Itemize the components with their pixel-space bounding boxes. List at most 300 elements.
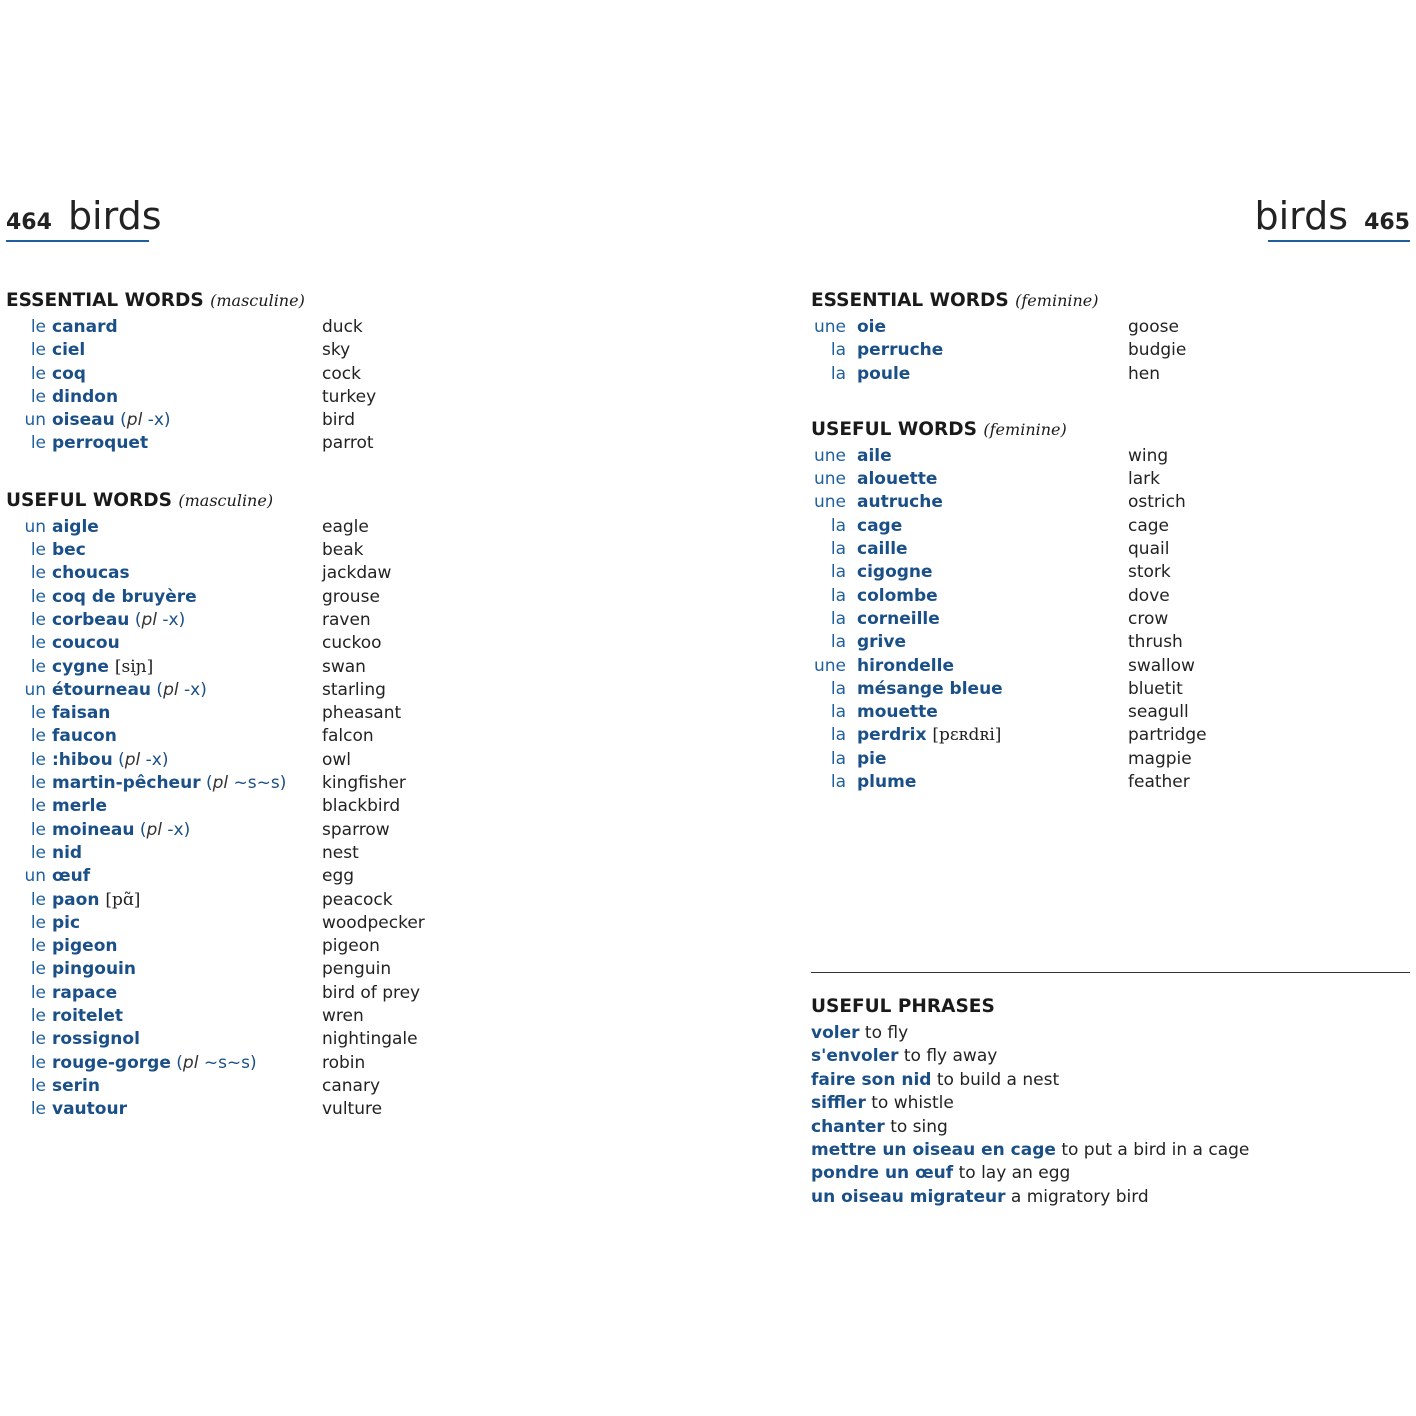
french-term: mouette: [857, 702, 938, 723]
section-title-useful-masculine: USEFUL WORDS (masculine): [6, 489, 274, 511]
english-translation: kingfisher: [322, 773, 406, 794]
phrase-row: [811, 1186, 1411, 1209]
vocab-row: [811, 631, 1411, 654]
french-word: [52, 539, 86, 562]
french-term: faucon: [52, 726, 117, 747]
english-translation: peacock: [322, 889, 393, 910]
english-translation: vulture: [322, 1099, 383, 1120]
english-translation: crow: [1128, 608, 1169, 629]
english-translation: bluetit: [1128, 678, 1183, 699]
plural-ending: -x: [145, 749, 162, 770]
french-term: serin: [52, 1075, 100, 1096]
article: le: [30, 340, 46, 361]
french-term: mésange bleue: [857, 678, 1003, 699]
plural-marker: pl: [182, 1052, 199, 1073]
french-term: merle: [52, 796, 107, 817]
article: la: [830, 725, 846, 746]
french-word: [857, 631, 906, 654]
vocab-row: [6, 539, 696, 562]
section-title-essential-masculine: ESSENTIAL WORDS (masculine): [6, 290, 305, 311]
vocab-row: [811, 515, 1411, 538]
article: le: [30, 1075, 46, 1096]
phrase-english: a migratory bird: [1010, 1186, 1149, 1207]
useful-feminine-list: [811, 445, 1411, 794]
french-term: coq de bruyère: [52, 586, 197, 607]
french-term: paon: [52, 889, 100, 910]
article: la: [830, 678, 846, 699]
english-translation: bird: [322, 410, 355, 431]
phrase-english: to sing: [890, 1116, 948, 1137]
plural-ending: -x: [162, 609, 179, 630]
french-term: pie: [857, 748, 887, 769]
english-translation: raven: [322, 609, 371, 630]
vocab-row: [6, 889, 696, 912]
french-term: moineau: [52, 819, 135, 840]
phrase-french: pondre un œuf: [811, 1163, 954, 1184]
french-term: oiseau: [52, 410, 115, 431]
english-translation: cock: [322, 363, 361, 384]
english-translation: falcon: [322, 726, 374, 747]
french-term: rapace: [52, 982, 118, 1003]
french-term: corbeau: [52, 609, 130, 630]
vocab-row: [6, 432, 696, 455]
french-word: [52, 656, 153, 679]
plural-note: (pl -x): [151, 679, 207, 700]
french-word: [52, 679, 207, 702]
french-word: [52, 632, 120, 655]
article: le: [30, 563, 46, 584]
phrase-french: faire son nid: [811, 1069, 932, 1090]
french-word: [52, 409, 171, 432]
article: un: [24, 866, 46, 887]
article: le: [30, 540, 46, 561]
french-word: [857, 585, 938, 608]
vocab-row: [811, 339, 1411, 362]
article: le: [30, 703, 46, 724]
vocab-row: [6, 656, 696, 679]
vocab-row: [811, 468, 1411, 491]
article: la: [830, 562, 846, 583]
vocab-row: [6, 1005, 696, 1028]
article: le: [30, 726, 46, 747]
french-term: choucas: [52, 563, 130, 584]
right-page-header: [1254, 192, 1410, 242]
french-term: rouge-gorge: [52, 1052, 171, 1073]
french-word: [52, 935, 117, 958]
english-translation: sky: [322, 340, 351, 361]
vocab-row: [811, 724, 1411, 747]
article: le: [30, 982, 46, 1003]
french-word: [52, 842, 82, 865]
phrase-french: voler: [811, 1023, 860, 1043]
vocab-row: [6, 386, 696, 409]
article: la: [830, 632, 846, 653]
article: la: [830, 702, 846, 723]
vocab-row: [811, 316, 1411, 339]
vocab-row: [6, 772, 696, 795]
french-term: pic: [52, 912, 81, 933]
right-page-number: 465: [1364, 210, 1410, 235]
vocab-row: [6, 749, 696, 772]
french-term: :hibou: [52, 749, 113, 770]
vocab-row: [6, 363, 696, 386]
french-term: cygne: [52, 656, 109, 677]
french-term: oie: [857, 317, 887, 337]
phrase-row: [811, 1162, 1411, 1185]
vocab-row: [811, 491, 1411, 514]
english-translation: dove: [1128, 585, 1170, 606]
english-translation: thrush: [1128, 632, 1183, 653]
french-word: [52, 586, 197, 609]
french-word: [857, 316, 886, 339]
french-word: [52, 1052, 257, 1075]
phrase-english: to lay an egg: [958, 1163, 1071, 1184]
vocab-row: [6, 702, 696, 725]
article: la: [830, 772, 846, 793]
article: le: [30, 656, 46, 677]
vocab-row: [6, 516, 696, 539]
plural-marker: pl: [163, 679, 179, 700]
vocab-row: [6, 609, 696, 632]
english-translation: budgie: [1128, 340, 1187, 361]
french-term: alouette: [857, 469, 938, 490]
french-word: [52, 819, 190, 842]
french-term: cage: [857, 515, 903, 536]
french-word: [857, 748, 887, 771]
french-word: [857, 724, 1001, 747]
french-word: [857, 339, 943, 362]
article: le: [30, 386, 46, 407]
french-word: [52, 725, 117, 748]
right-page-title: birds: [1254, 194, 1349, 238]
plural-note: (pl ~s~s): [200, 773, 287, 794]
plural-marker: pl: [141, 609, 157, 630]
article: le: [30, 586, 46, 607]
article: le: [30, 1099, 46, 1120]
article: le: [30, 1052, 46, 1073]
french-term: étourneau: [52, 679, 152, 700]
vocab-row: [6, 912, 696, 935]
french-word: [857, 561, 933, 584]
french-word: [52, 982, 117, 1005]
vocab-row: [811, 678, 1411, 701]
phrases-divider: [811, 972, 1410, 973]
french-term: poule: [857, 363, 911, 384]
essential-feminine-list: [811, 316, 1411, 386]
phonetic: [pɑ̃]: [105, 889, 141, 910]
article: la: [830, 340, 846, 361]
french-word: [52, 1028, 140, 1051]
phrase-row: [811, 1116, 1411, 1139]
english-translation: canary: [322, 1075, 381, 1096]
vocab-row: [6, 795, 696, 818]
article: le: [30, 363, 46, 384]
article: le: [30, 796, 46, 817]
english-translation: quail: [1128, 539, 1170, 560]
french-word: [52, 339, 85, 362]
vocab-row: [811, 445, 1411, 468]
vocab-row: [6, 632, 696, 655]
article: la: [830, 748, 846, 769]
phrase-row: [811, 1069, 1411, 1092]
french-word: [52, 1098, 127, 1121]
vocab-row: [6, 819, 696, 842]
article: un: [24, 679, 46, 700]
french-word: [857, 515, 902, 538]
vocab-row: [6, 958, 696, 981]
english-translation: bird of prey: [322, 982, 421, 1003]
vocab-row: [811, 363, 1411, 386]
vocab-row: [811, 561, 1411, 584]
article: une: [813, 445, 846, 466]
vocab-row: [6, 865, 696, 888]
english-translation: wren: [322, 1006, 364, 1027]
french-term: ciel: [52, 340, 86, 361]
article: une: [813, 655, 846, 676]
french-word: [857, 701, 938, 724]
french-word: [52, 795, 107, 818]
english-translation: starling: [322, 679, 386, 700]
french-word: [52, 562, 130, 585]
english-translation: nightingale: [322, 1029, 418, 1050]
article: la: [830, 608, 846, 629]
plural-ending: ~s~s: [233, 773, 280, 794]
french-word: [52, 912, 80, 935]
article: le: [30, 819, 46, 840]
phrase-french: un oiseau migrateur: [811, 1186, 1006, 1207]
article: un: [24, 516, 46, 537]
phrase-english: to fly: [864, 1023, 909, 1043]
right-column: [811, 286, 1411, 794]
vocab-row: [6, 1052, 696, 1075]
french-word: [52, 316, 118, 339]
french-word: [52, 749, 169, 772]
french-term: vautour: [52, 1099, 127, 1120]
phrase-english: to put a bird in a cage: [1061, 1139, 1250, 1160]
french-term: pingouin: [52, 959, 136, 980]
french-word: [857, 771, 916, 794]
english-translation: seagull: [1128, 702, 1189, 723]
french-term: colombe: [857, 585, 938, 606]
english-translation: goose: [1128, 317, 1179, 337]
french-word: [52, 516, 99, 539]
article: la: [830, 585, 846, 606]
left-page-number: 464: [6, 210, 52, 235]
plural-marker: pl: [212, 773, 229, 794]
plural-marker: pl: [124, 749, 141, 770]
english-translation: pheasant: [322, 703, 402, 724]
vocab-row: [6, 1075, 696, 1098]
plural-note: (pl -x): [129, 609, 186, 630]
french-term: faisan: [52, 703, 111, 724]
vocab-row: [6, 1028, 696, 1051]
phonetic: [siɲ]: [114, 656, 154, 677]
english-translation: magpie: [1128, 748, 1192, 769]
french-term: dindon: [52, 386, 119, 407]
english-translation: robin: [322, 1052, 366, 1073]
plural-ending: ~s~s: [203, 1052, 251, 1073]
french-term: bec: [52, 540, 86, 561]
article: une: [813, 469, 846, 490]
english-translation: stork: [1128, 562, 1171, 583]
vocab-row: [811, 608, 1411, 631]
article: le: [30, 773, 46, 794]
french-term: aigle: [52, 516, 99, 537]
vocab-row: [6, 725, 696, 748]
english-translation: jackdaw: [322, 563, 392, 584]
french-term: perroquet: [52, 433, 149, 454]
english-translation: pigeon: [322, 936, 380, 957]
article: le: [30, 633, 46, 654]
article: le: [30, 433, 46, 454]
french-term: rossignol: [52, 1029, 140, 1050]
english-translation: feather: [1128, 772, 1190, 793]
english-translation: beak: [322, 540, 364, 561]
plural-note: (pl -x): [112, 749, 169, 770]
french-term: coucou: [52, 633, 120, 654]
article: le: [30, 889, 46, 910]
english-translation: swallow: [1128, 655, 1195, 676]
english-translation: egg: [322, 866, 355, 887]
vocab-row: [811, 771, 1411, 794]
french-term: hirondelle: [857, 655, 954, 676]
article: une: [813, 492, 846, 513]
phonetic: [pɛʀdʀi]: [932, 725, 1002, 746]
article: la: [830, 363, 846, 384]
french-word: [857, 363, 910, 386]
english-translation: swan: [322, 656, 366, 677]
french-term: corneille: [857, 608, 940, 629]
article: la: [830, 515, 846, 536]
phrase-french: mettre un oiseau en cage: [811, 1139, 1056, 1160]
article: la: [830, 539, 846, 560]
phrase-row: [811, 1139, 1411, 1162]
article: le: [30, 1006, 46, 1027]
vocab-row: [6, 842, 696, 865]
vocab-row: [6, 1098, 696, 1121]
article: le: [30, 609, 46, 630]
vocab-row: [6, 562, 696, 585]
phrase-row: [811, 1045, 1411, 1068]
french-word: [52, 702, 110, 725]
french-word: [857, 678, 1003, 701]
english-translation: blackbird: [322, 796, 401, 817]
french-word: [857, 538, 908, 561]
article: un: [24, 410, 46, 431]
phrases-list: [811, 1022, 1411, 1209]
english-translation: duck: [322, 317, 363, 337]
plural-note: (pl ~s~s): [170, 1052, 257, 1073]
english-translation: cuckoo: [322, 633, 382, 654]
plural-marker: pl: [146, 819, 162, 840]
english-translation: lark: [1128, 469, 1160, 490]
french-word: [857, 608, 940, 631]
phrase-french: s'envoler: [811, 1046, 899, 1067]
french-word: [52, 772, 286, 795]
plural-ending: -x: [184, 679, 201, 700]
french-term: coq: [52, 363, 86, 384]
vocab-row: [6, 586, 696, 609]
english-translation: partridge: [1128, 725, 1207, 746]
article: le: [30, 842, 46, 863]
english-translation: owl: [322, 749, 352, 770]
article: une: [813, 317, 846, 337]
phrase-french: chanter: [811, 1116, 885, 1137]
french-word: [52, 386, 118, 409]
english-translation: eagle: [322, 516, 369, 537]
english-translation: penguin: [322, 959, 392, 980]
french-term: perdrix: [857, 725, 927, 746]
article: le: [30, 749, 46, 770]
english-translation: cage: [1128, 515, 1170, 536]
french-term: nid: [52, 842, 83, 863]
english-translation: ostrich: [1128, 492, 1186, 513]
french-word: [52, 1075, 100, 1098]
vocab-row: [6, 409, 696, 432]
vocab-row: [811, 585, 1411, 608]
french-word: [52, 432, 148, 455]
vocab-row: [6, 679, 696, 702]
french-term: aile: [857, 445, 892, 466]
plural-note: (pl -x): [134, 819, 191, 840]
article: le: [30, 1029, 46, 1050]
french-word: [857, 655, 954, 678]
english-translation: woodpecker: [322, 912, 425, 933]
vocab-row: [811, 701, 1411, 724]
french-word: [52, 363, 86, 386]
article: le: [30, 936, 46, 957]
vocab-row: [6, 982, 696, 1005]
french-term: grive: [857, 632, 906, 653]
vocab-row: [6, 316, 696, 339]
french-term: œuf: [52, 866, 91, 887]
english-translation: parrot: [322, 433, 374, 454]
vocab-row: [811, 748, 1411, 771]
essential-masculine-list: [6, 316, 696, 456]
french-word: [857, 445, 892, 468]
english-translation: hen: [1128, 363, 1161, 384]
english-translation: grouse: [322, 586, 380, 607]
vocab-row: [811, 538, 1411, 561]
french-word: [52, 958, 136, 981]
vocab-row: [6, 935, 696, 958]
article: le: [30, 912, 46, 933]
french-word: [52, 889, 140, 912]
french-word: [52, 609, 185, 632]
article: le: [30, 317, 46, 337]
french-term: caille: [857, 539, 908, 560]
french-term: canard: [52, 317, 118, 337]
left-column: [6, 286, 696, 1122]
english-translation: turkey: [322, 386, 377, 407]
article: le: [30, 959, 46, 980]
vocab-row: [811, 655, 1411, 678]
section-title-useful-phrases: USEFUL PHRASES: [811, 996, 995, 1017]
french-word: [857, 491, 943, 514]
useful-phrases-section: [811, 992, 1411, 1209]
english-translation: nest: [322, 842, 359, 863]
vocab-row: [6, 339, 696, 362]
french-term: roitelet: [52, 1006, 124, 1027]
plural-note: (pl -x): [114, 410, 171, 431]
french-term: martin-pêcheur: [52, 773, 201, 794]
french-word: [52, 865, 90, 888]
french-term: perruche: [857, 340, 944, 361]
french-term: cigogne: [857, 562, 933, 583]
english-translation: wing: [1128, 445, 1169, 466]
french-term: autruche: [857, 492, 943, 513]
plural-ending: -x: [167, 819, 184, 840]
